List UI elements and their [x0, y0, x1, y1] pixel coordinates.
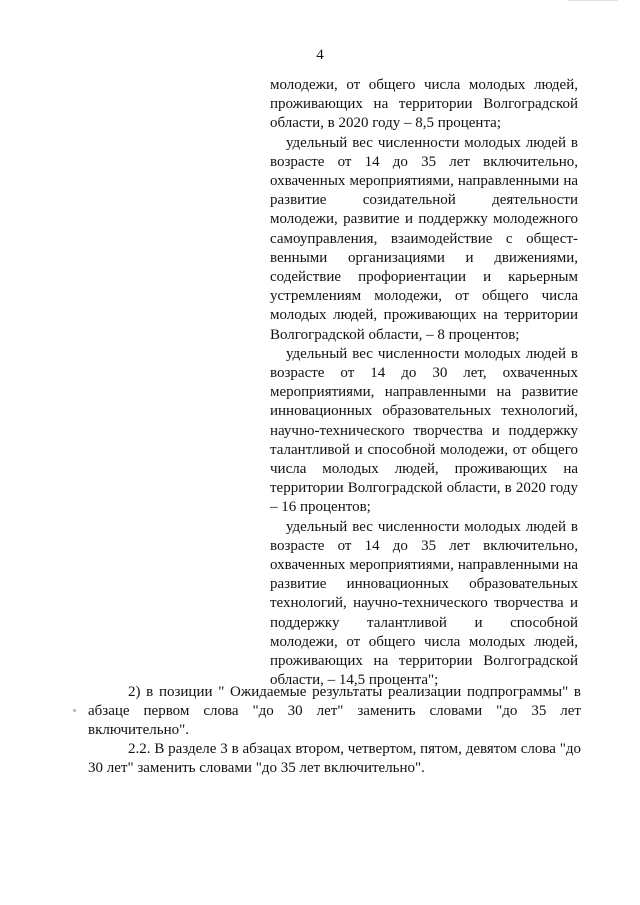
- scan-dot: [73, 709, 76, 712]
- scan-artifact: [568, 0, 618, 4]
- indicator-paragraph-3: удельный вес численности молодых людей в возрасте от 14 до 35 лет включительно, охваченных мероприятиями, направленными на развитие инновационных образовательных технологий, научно-технического творчества и поддержку талантливой и способной молодежи, от общего числа молодых людей, проживающих на территории Волгоградской области, – 14,5 процента";: [270, 518, 578, 689]
- indicator-paragraph-1: удельный вес численности молодых людей в возрасте от 14 до 35 лет включительно, охваченных мероприятиями, направленными на развитие созидательной деятельности молодежи, развитие и поддержку молодежного самоуправления, взаимодействие с общест-венными организациями и движениями, содействие профориентации и карьерным устремлениям молодежи, от общего числа молодых людей, проживающих на территории Волгоградской области, – 8 процентов;: [270, 134, 578, 343]
- amendment-item-2-2: 2.2. В разделе 3 в абзацах втором, четвертом, пятом, девятом слова "до 30 лет" заменить словами "до 35 лет включительно".: [88, 741, 581, 776]
- right-column-text: [270, 76, 578, 691]
- page-number: 4: [316, 47, 324, 63]
- indicator-paragraph-2: удельный вес численности молодых людей в возрасте от 14 до 30 лет, охваченных мероприятиями, направленными на развитие инновационных образовательных технологий, научно-технического творчества и поддержку талантливой и способной молодежи, от общего числа молодых людей, проживающих на территории Волгоградской области, в 2020 году – 16 процентов;: [270, 345, 578, 516]
- amendment-text: [88, 683, 581, 778]
- continued-paragraph: молодежи, от общего числа молодых людей, проживающих на территории Волгоградской области, в 2020 году – 8,5 процента;: [270, 77, 578, 132]
- amendment-item-2: 2) в позиции " Ожидаемые результаты реализации подпрограммы" в абзаце первом слова "до 30 лет" заменить словами "до 35 лет включительно".: [88, 684, 581, 738]
